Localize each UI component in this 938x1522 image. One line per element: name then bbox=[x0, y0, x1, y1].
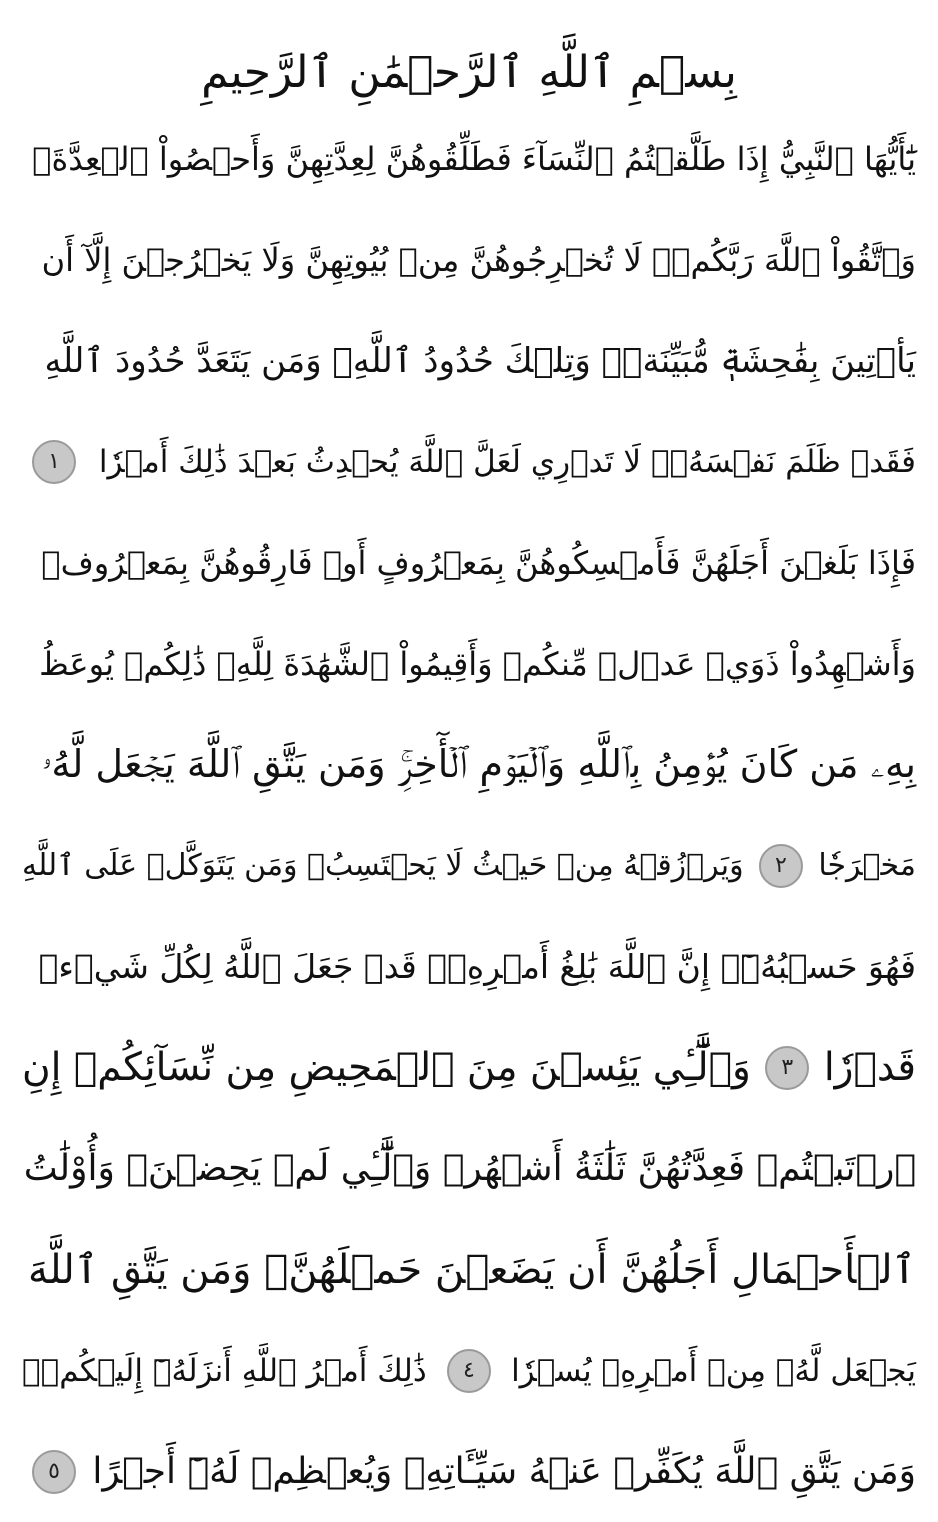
verse-line bbox=[22, 310, 916, 411]
verse-line bbox=[22, 916, 916, 1017]
verse-line bbox=[22, 1421, 916, 1522]
ayah-number-marker: ٥ bbox=[32, 1450, 76, 1494]
verse-line bbox=[22, 613, 916, 714]
verse-text: وَمَن يَتَّقِ ٱللَّهَ يُكَفِّرۡ عَنۡهُ سَيِّـَٔاتِهِۦ وَيُعۡظِمۡ لَهُۥٓ أَجۡرًا bbox=[92, 1451, 916, 1492]
verse-line bbox=[22, 411, 916, 512]
basmala-heading: بِسۡمِ ٱللَّهِ ٱلرَّحۡمَٰنِ ٱلرَّحِيمِ bbox=[201, 47, 737, 98]
ayah-number-marker: ٣ bbox=[765, 1046, 809, 1090]
verse-text: ٱرۡتَبۡتُمۡ فَعِدَّتُهُنَّ ثَلَٰثَةُ أَشۡهُرٖ وَٱلَّٰٓـِٔي لَمۡ يَحِضۡنَۚ وَأُوْلَٰتُ bbox=[23, 1148, 916, 1189]
verse-line bbox=[22, 108, 916, 209]
verse-text: قَدۡرٗا bbox=[823, 1045, 916, 1090]
verse-line bbox=[22, 512, 916, 613]
verse-text: يَأۡتِينَ بِفَٰحِشَةٖ مُّبَيِّنَةٖۚ وَتِلۡكَ حُدُودُ ٱللَّهِۚ وَمَن يَتَعَدَّ حُدُودَ ٱللَّهِ bbox=[44, 341, 916, 381]
verse-text: فَهُوَ حَسۡبُهُۥٓۚ إِنَّ ٱللَّهَ بَٰلِغُ أَمۡرِهِۦۚ قَدۡ جَعَلَ ٱللَّهُ لِكُلِّ شَيۡءٖ bbox=[38, 947, 916, 986]
verse-text: يَٰٓأَيُّهَا ٱلنَّبِيُّ إِذَا طَلَّقۡتُمُ ٱلنِّسَآءَ فَطَلِّقُوهُنَّ لِعِدَّتِهِنَّ وَأَحۡصُواْ ٱلۡعِدَّةَۖ bbox=[32, 139, 916, 178]
verse-lines bbox=[22, 108, 916, 1522]
verse-text: فَقَدۡ ظَلَمَ نَفۡسَهُۥۚ لَا تَدۡرِي لَعَلَّ ٱللَّهَ يُحۡدِثُ بَعۡدَ ذَٰلِكَ أَمۡرٗا bbox=[98, 443, 916, 480]
ayah-number-marker: ١ bbox=[32, 440, 76, 484]
verse-line bbox=[22, 815, 916, 916]
verse-text: وَأَشۡهِدُواْ ذَوَيۡ عَدۡلٖ مِّنكُمۡ وَأَقِيمُواْ ٱلشَّهَٰدَةَ لِلَّهِۚ ذَٰلِكُمۡ يُوعَظُ bbox=[39, 644, 916, 683]
verse-text: وَيَرۡزُقۡهُ مِنۡ حَيۡثُ لَا يَحۡتَسِبُۚ وَمَن يَتَوَكَّلۡ عَلَى ٱللَّهِ bbox=[22, 848, 744, 883]
verse-text: ذَٰلِكَ أَمۡرُ ٱللَّهِ أَنزَلَهُۥٓ إِلَيۡكُمۡۚ bbox=[22, 1352, 427, 1389]
verse-text: ٱلۡأَحۡمَالِ أَجَلُهُنَّ أَن يَضَعۡنَ حَمۡلَهُنَّۚ وَمَن يَتَّقِ ٱللَّهَ bbox=[27, 1246, 916, 1293]
verse-text: فَإِذَا بَلَغۡنَ أَجَلَهُنَّ فَأَمۡسِكُوهُنَّ بِمَعۡرُوفٍ أَوۡ فَارِقُوهُنَّ بِمَعۡرُوفٖ bbox=[41, 543, 916, 582]
verse-line bbox=[22, 1320, 916, 1421]
verse-text: مَخۡرَجٗا bbox=[818, 848, 916, 883]
verse-line bbox=[22, 1118, 916, 1219]
verse-line bbox=[22, 209, 916, 310]
ayah-number-marker: ٢ bbox=[759, 844, 803, 888]
verse-line bbox=[22, 714, 916, 815]
verse-line bbox=[22, 1017, 916, 1118]
verse-text: بِهِۦ مَن كَانَ يُؤۡمِنُ بِٱللَّهِ وَٱلۡيَوۡمِ ٱلۡأٓخِرِۚ وَمَن يَتَّقِ ٱللَّهَ يَجۡعَل لَّهُۥ bbox=[41, 742, 916, 786]
verse-text: يَجۡعَل لَّهُۥ مِنۡ أَمۡرِهِۦ يُسۡرٗا bbox=[511, 1352, 916, 1389]
verse-text: وَٱلَّٰٓـِٔي يَئِسۡنَ مِنَ ٱلۡمَحِيضِ مِن نِّسَآئِكُمۡ إِنِ bbox=[22, 1045, 751, 1090]
verse-text: وَٱتَّقُواْ ٱللَّهَ رَبَّكُمۡۖ لَا تُخۡرِجُوهُنَّ مِنۢ بُيُوتِهِنَّ وَلَا يَخۡرُجۡنَ إِلَّآ أَن bbox=[41, 240, 916, 279]
ayah-number-marker: ٤ bbox=[447, 1349, 491, 1393]
verse-line bbox=[22, 1219, 916, 1320]
